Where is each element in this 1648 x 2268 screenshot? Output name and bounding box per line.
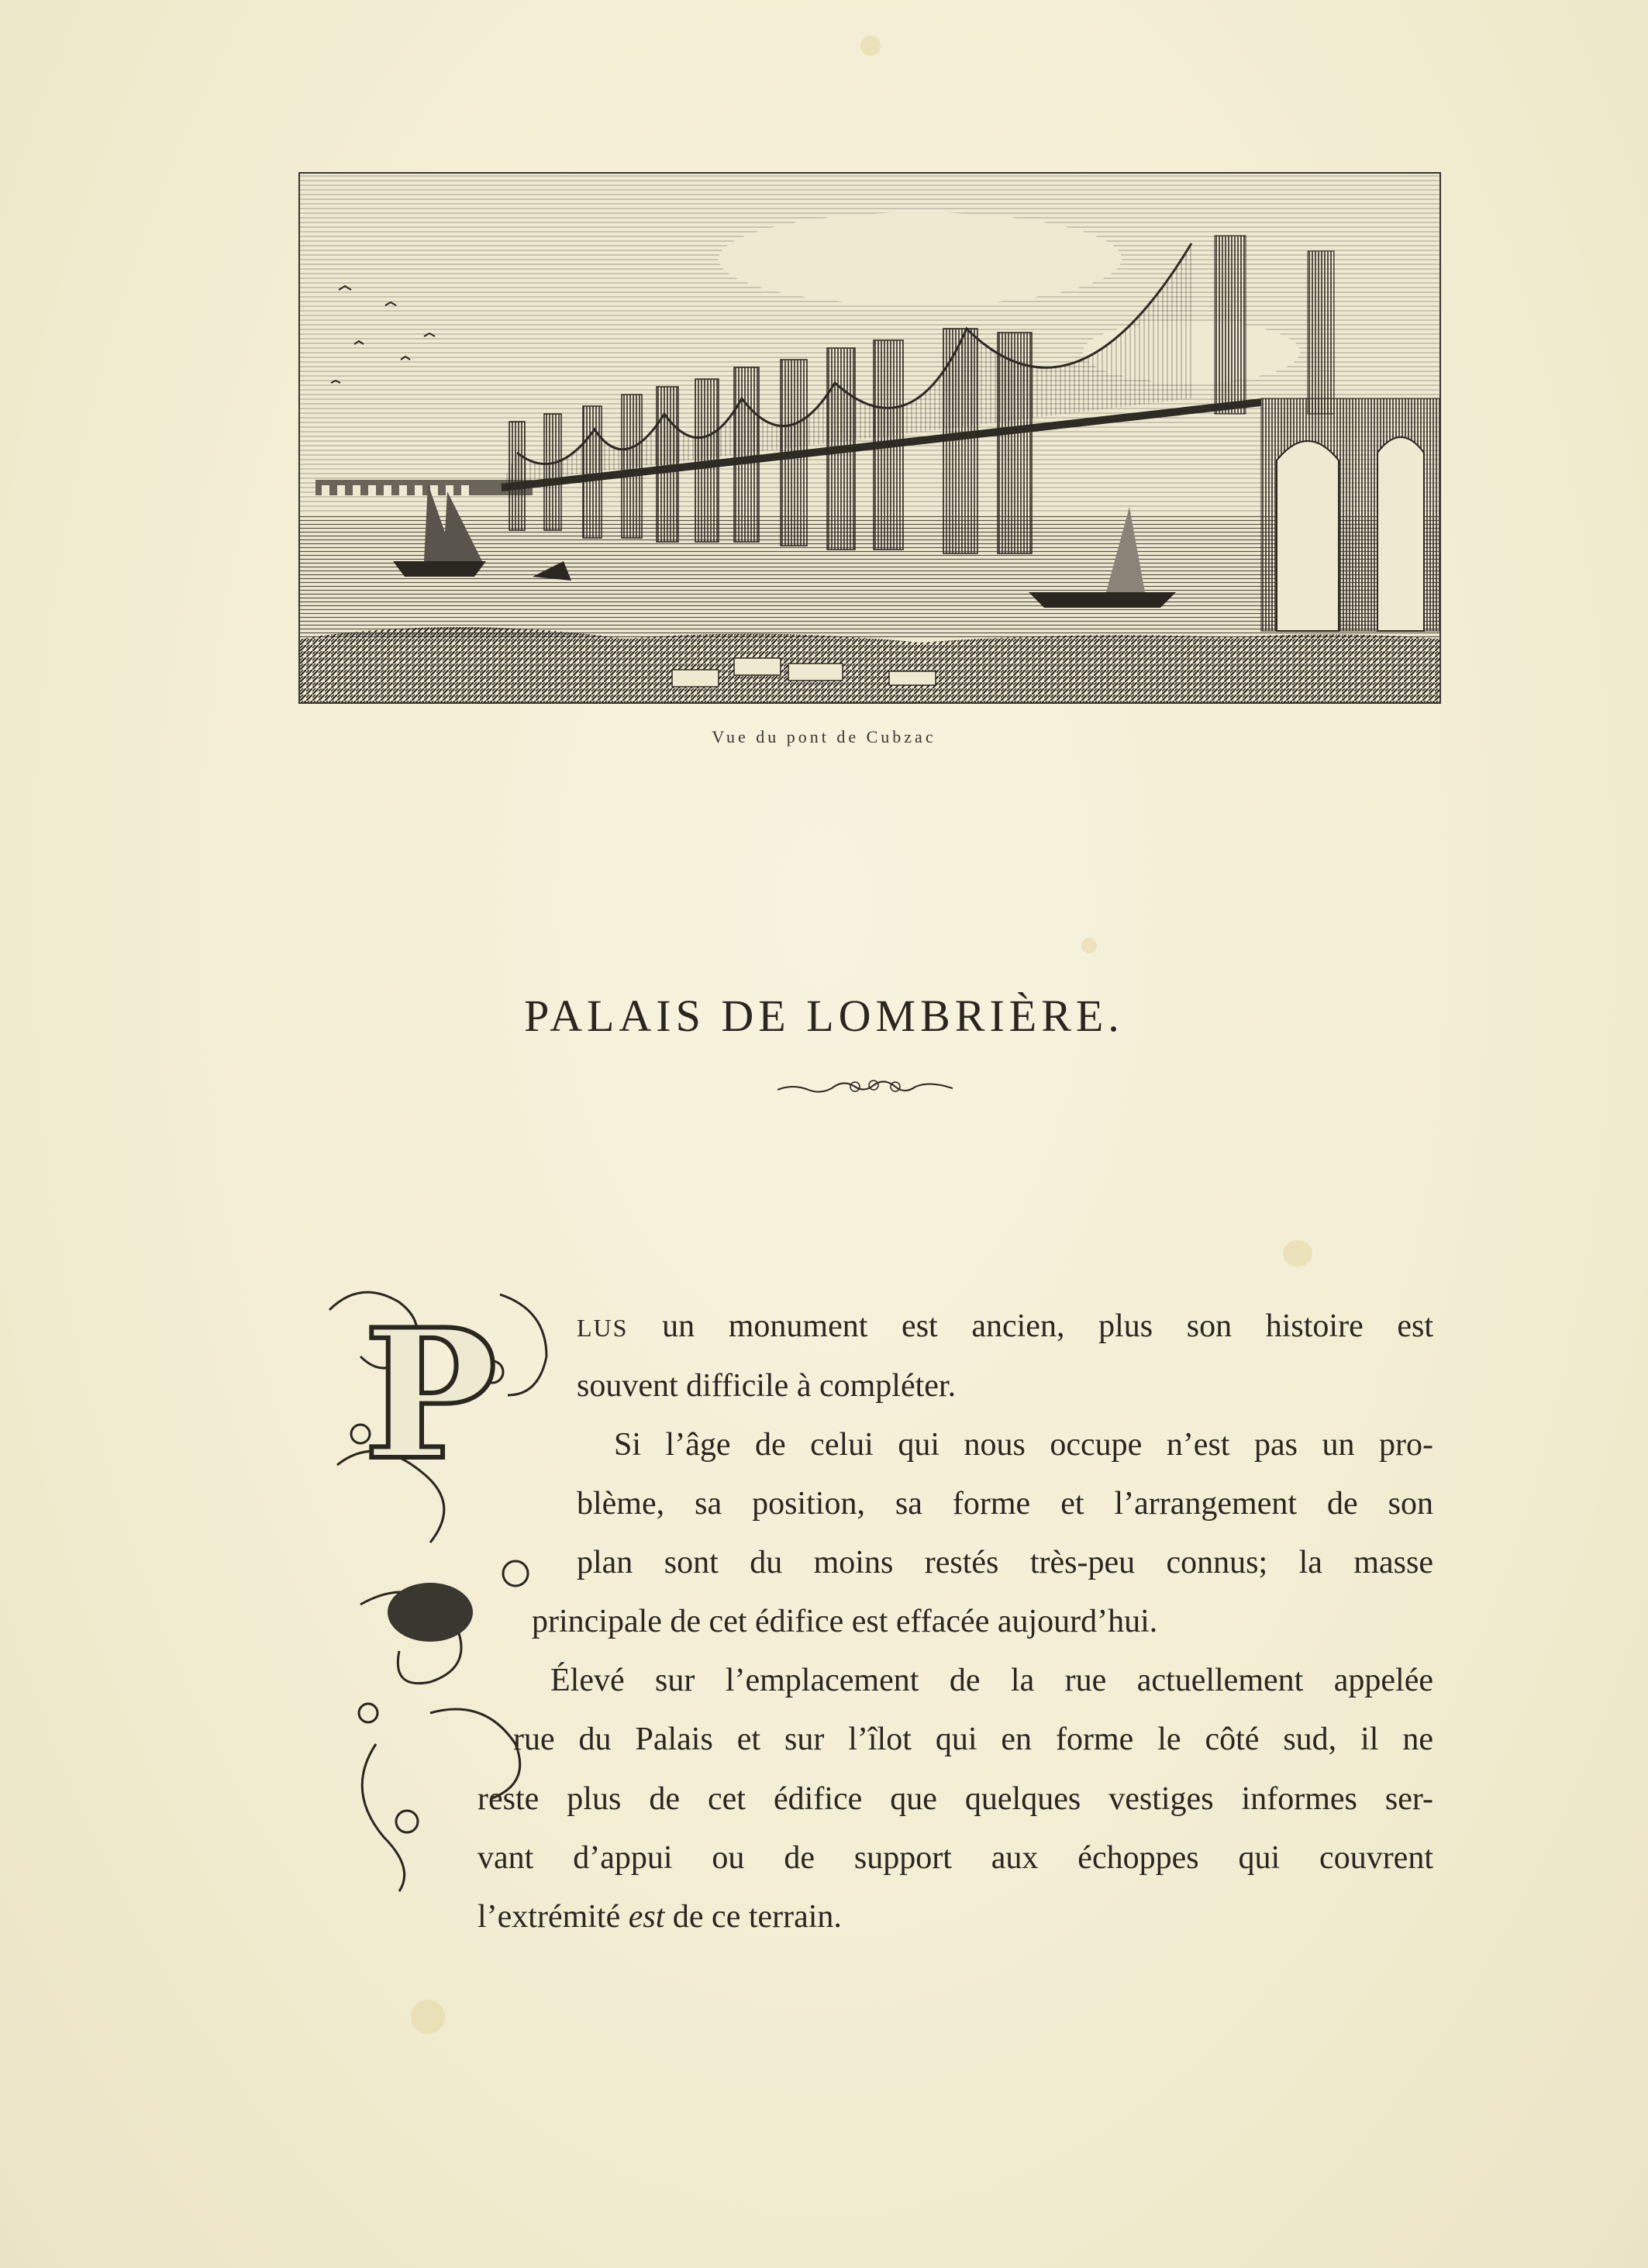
text-line-2: souvent difficile à compléter. (577, 1368, 957, 1404)
bird-icon (388, 1583, 473, 1642)
line-text: de ce terrain. (672, 1899, 842, 1935)
paper-spot (860, 36, 881, 56)
smallcaps-lead: LUS (577, 1314, 629, 1342)
text-line-11 (478, 1901, 842, 1933)
engraving-caption: Vue du pont de Cubzac (712, 727, 936, 746)
paper-spot (1283, 1240, 1312, 1267)
chapter-title: PALAIS DE LOMBRIÈRE. (524, 990, 1124, 1041)
text-line-6: principale de cet édifice est effacée aujourd’hui. (532, 1604, 1158, 1639)
text-line-10: vant d’appui ou de support aux échoppes qui couvrent (478, 1840, 1433, 1876)
line-text: un monument est ancien, plus son histoire est (662, 1308, 1434, 1344)
text-line-8: rue du Palais et sur l’îlot qui en forme le côté sud, il ne (513, 1722, 1433, 1757)
paper-spot (1081, 938, 1097, 953)
flourish-ornament (777, 1076, 953, 1099)
text-line-4: blème, sa position, sa forme et l’arrangement de son (577, 1486, 1433, 1522)
line-text: l’extrémité (478, 1899, 621, 1935)
bridge-engraving (298, 172, 1441, 704)
text-line-1 (577, 1310, 1433, 1343)
dropcap-letter: P (363, 1291, 498, 1500)
text-line-7: Élevé sur l’emplacement de la rue actuellement appelée (550, 1663, 1433, 1698)
italic-word: est (628, 1899, 665, 1935)
bridge-illustration (300, 174, 1439, 702)
text-line-9: reste plus de cet édifice que quelques vestiges informes ser- (478, 1781, 1433, 1817)
text-line-5: plan sont du moins restés très-peu connus; la masse (577, 1545, 1433, 1580)
paper-spot (411, 2000, 445, 2034)
text-line-3: Si l’âge de celui qui nous occupe n’est pas un pro- (614, 1427, 1433, 1463)
